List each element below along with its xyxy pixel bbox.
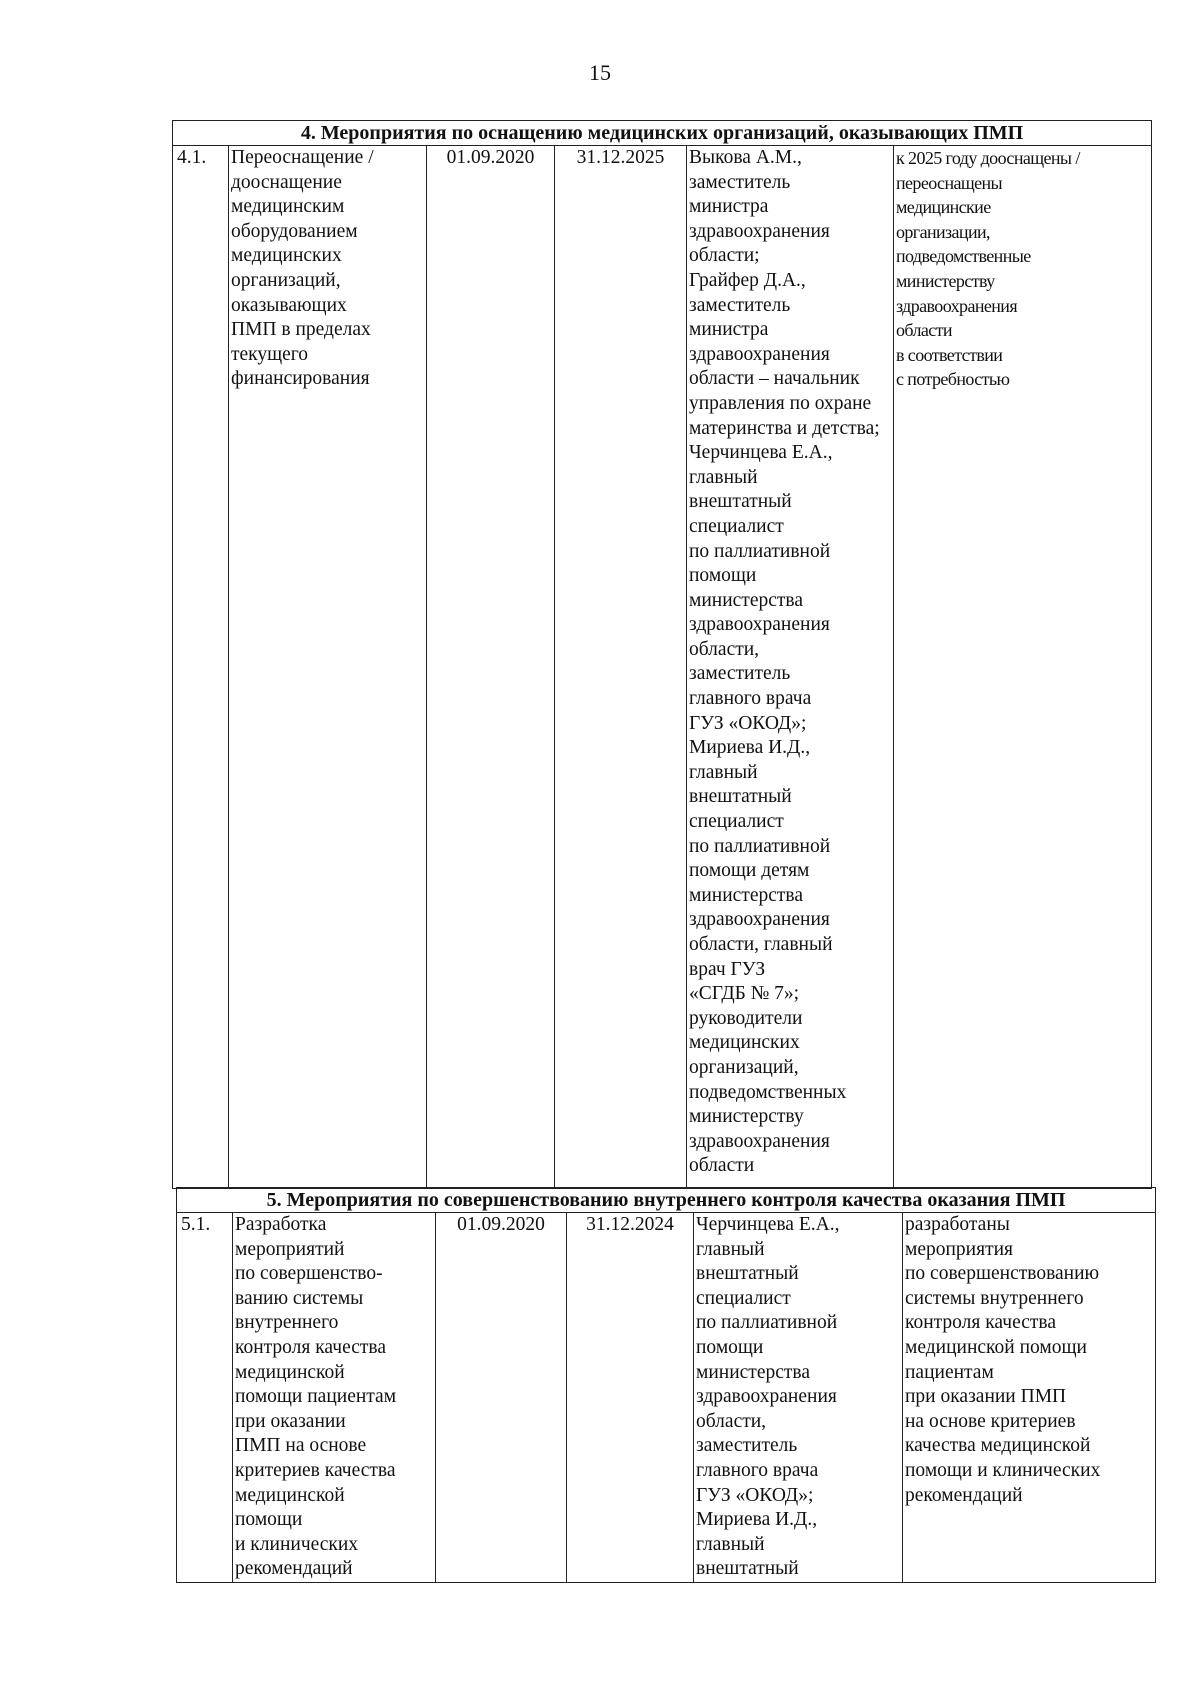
table-row: [173, 146, 1152, 1189]
plan-table-part-2: [176, 1187, 1156, 1583]
expected-result: разработаны мероприятия по совершенствованию системы внутреннего контроля качества медицинской помощи пациентам при оказании ПМП на основе критериев качества медицинской помощи и клинических рекомендаций: [903, 1213, 1156, 1583]
start-date: 01.09.2020: [436, 1213, 567, 1583]
start-date: 01.09.2020: [427, 146, 555, 1189]
page-number: 15: [589, 60, 611, 85]
row-number: 4.1.: [173, 146, 229, 1189]
activity-name: Переоснащение / дооснащение медицинским оборудованием медицинских организаций, оказывающих ПМП в пределах текущего финансирования: [229, 146, 427, 1189]
row-number: 5.1.: [177, 1213, 233, 1583]
plan-table-part-1: [172, 120, 1152, 1189]
responsible-persons: Черчинцева Е.А., главный внештатный специалист по паллиативной помощи министерства здравоохранения области, заместитель главного врача ГУЗ «ОКОД»; Мириева И.Д., главный внештатный: [694, 1213, 903, 1583]
section-title: 4. Мероприятия по оснащению медицинских организаций, оказывающих ПМП: [173, 121, 1152, 146]
end-date: 31.12.2025: [555, 146, 687, 1189]
expected-result: к 2025 году дооснащены / переоснащены медицинские организации, подведомственные министерству здравоохранения области в соответствии с потребностью: [894, 146, 1152, 1189]
section-header-4: [173, 121, 1152, 146]
section-header-5: [177, 1188, 1156, 1213]
section-title: 5. Мероприятия по совершенствованию внутреннего контроля качества оказания ПМП: [177, 1188, 1156, 1213]
responsible-persons: Выкова А.М., заместитель министра здравоохранения области; Грайфер Д.А., заместитель министра здравоохранения области – начальник управления по охране материнства и детства; Черчинцева Е.А., главный внештатный специалист по паллиативной помощи министерства здравоохранения области, заместитель главного врача ГУЗ «ОКОД»; Мириева И.Д., главный внештатный специалист по паллиативной помощи детям министерства здравоохранения области, главный врач ГУЗ «СГДБ № 7»; руководители медицинских организаций, подведомственных министерству здравоохранения области: [687, 146, 894, 1189]
activity-name: Разработка мероприятий по совершенство- ванию системы внутреннего контроля качества медицинской помощи пациентам при оказании ПМП на основе критериев качества медицинской помощи и клинических рекомендаций: [233, 1213, 436, 1583]
table-row: [177, 1213, 1156, 1583]
end-date: 31.12.2024: [567, 1213, 694, 1583]
